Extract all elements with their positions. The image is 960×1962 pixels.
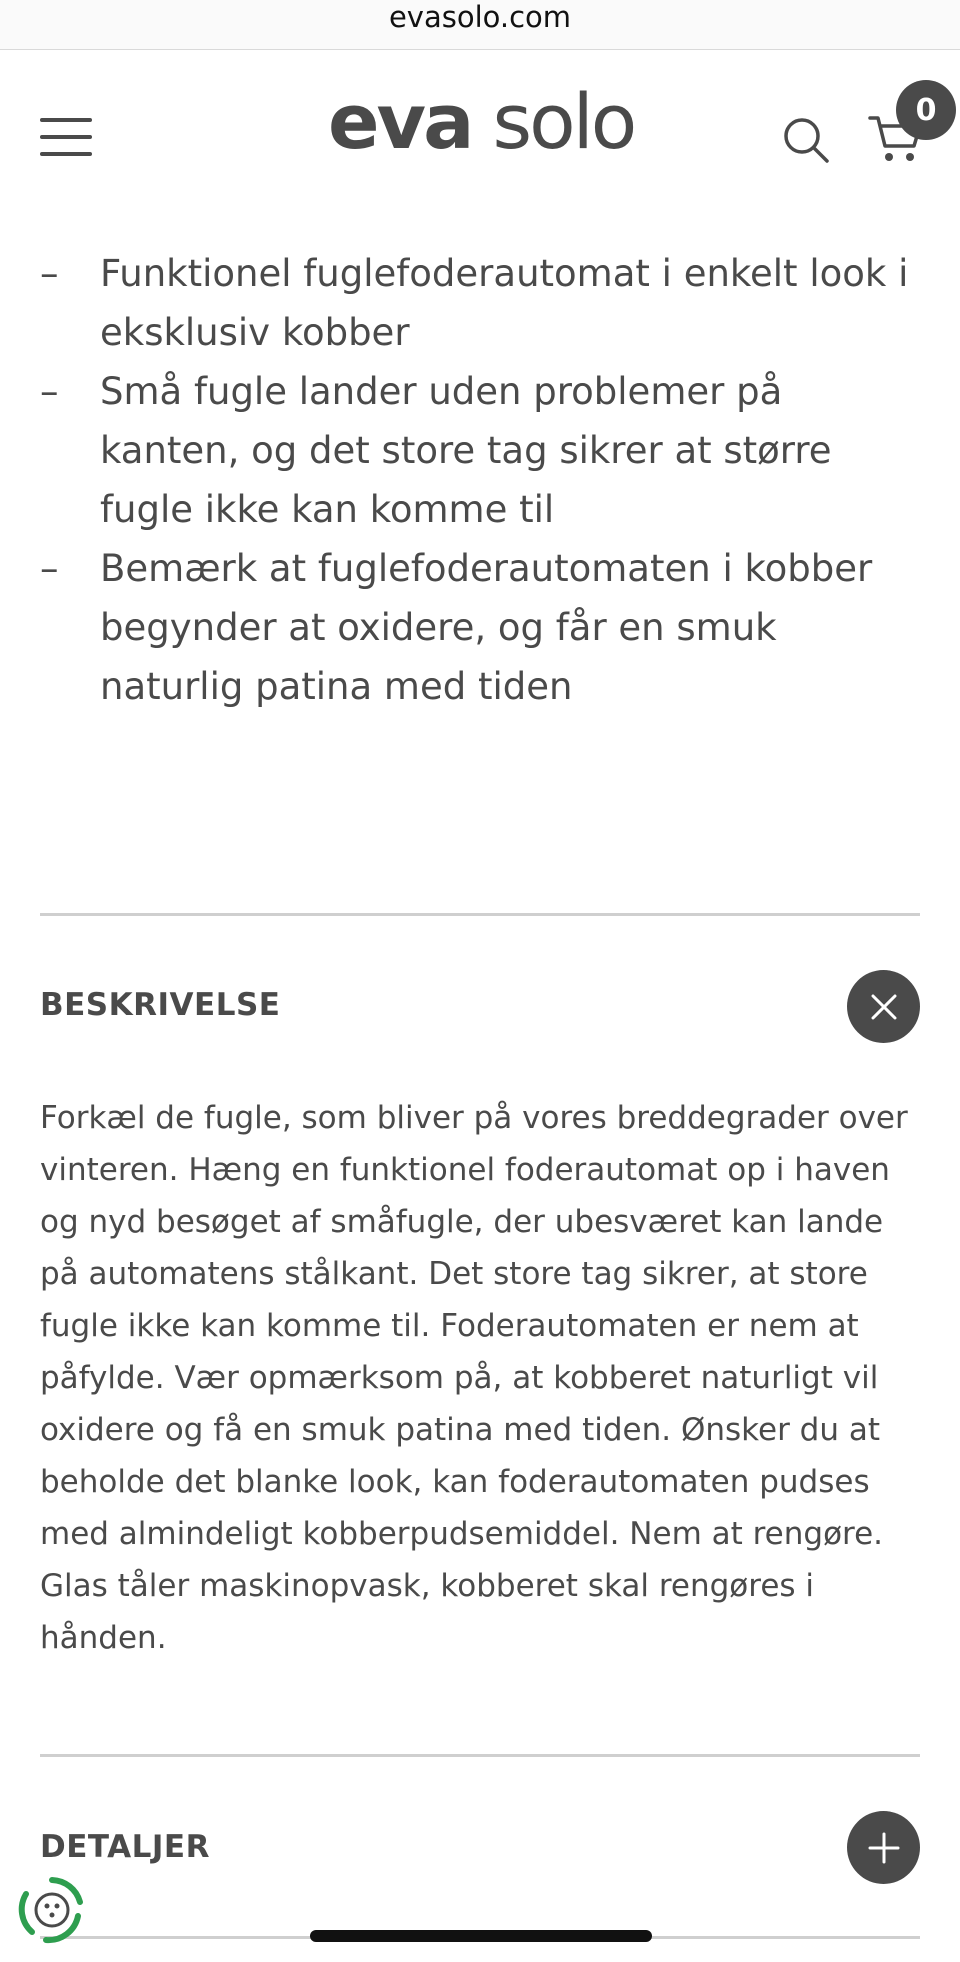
eva-solo-logo[interactable]: eva solo bbox=[328, 77, 635, 166]
plus-icon bbox=[867, 1831, 901, 1865]
hamburger-menu-icon[interactable] bbox=[40, 118, 92, 156]
browser-url-bar[interactable] bbox=[0, 0, 960, 50]
details-section-title[interactable]: DETALJER bbox=[40, 1829, 210, 1865]
feature-item: – Små fugle lander uden problemer på kanten, og det store tag sikrer at større fugle ikke kan komme til bbox=[40, 370, 832, 531]
section-divider bbox=[40, 913, 920, 916]
url-text: evasolo.com bbox=[388, 0, 572, 34]
home-indicator bbox=[310, 1930, 652, 1942]
cart-count-badge[interactable]: 0 bbox=[896, 80, 956, 140]
collapse-description-button[interactable] bbox=[847, 970, 920, 1043]
search-icon[interactable] bbox=[782, 116, 830, 164]
feature-list bbox=[40, 244, 920, 716]
close-icon bbox=[869, 992, 899, 1022]
description-body: Forkæl de fugle, som bliver på vores breddegrader over vinteren. Hæng en funktionel foderautomat op i haven og nyd besøget af småfugle, der ubesværet kan lande på automatens stålkant. Det store tag sikrer, at store fugle ikke kan komme til. Foderautomaten er nem at påfylde. Vær opmærksom på, at kobberet naturligt vil oxidere og få en smuk patina med tiden. Ønsker du at beholde det blanke look, kan foderautomaten pudses med almindeligt kobberpudsemiddel. Nem at rengøre. Glas tåler maskinopvask, kobberet skal rengøres i hånden. bbox=[40, 1100, 908, 1656]
feature-item: – Bemærk at fuglefoderautomaten i kobber begynder at oxidere, og får en smuk naturlig patina med tiden bbox=[40, 547, 873, 708]
section-divider bbox=[40, 1754, 920, 1757]
description-section-title[interactable]: BESKRIVELSE bbox=[40, 987, 281, 1023]
feature-item: – Funktionel fuglefoderautomat i enkelt look i eksklusiv kobber bbox=[40, 252, 909, 354]
recycle-leaf-icon[interactable] bbox=[16, 1874, 88, 1946]
expand-details-button[interactable] bbox=[847, 1811, 920, 1884]
